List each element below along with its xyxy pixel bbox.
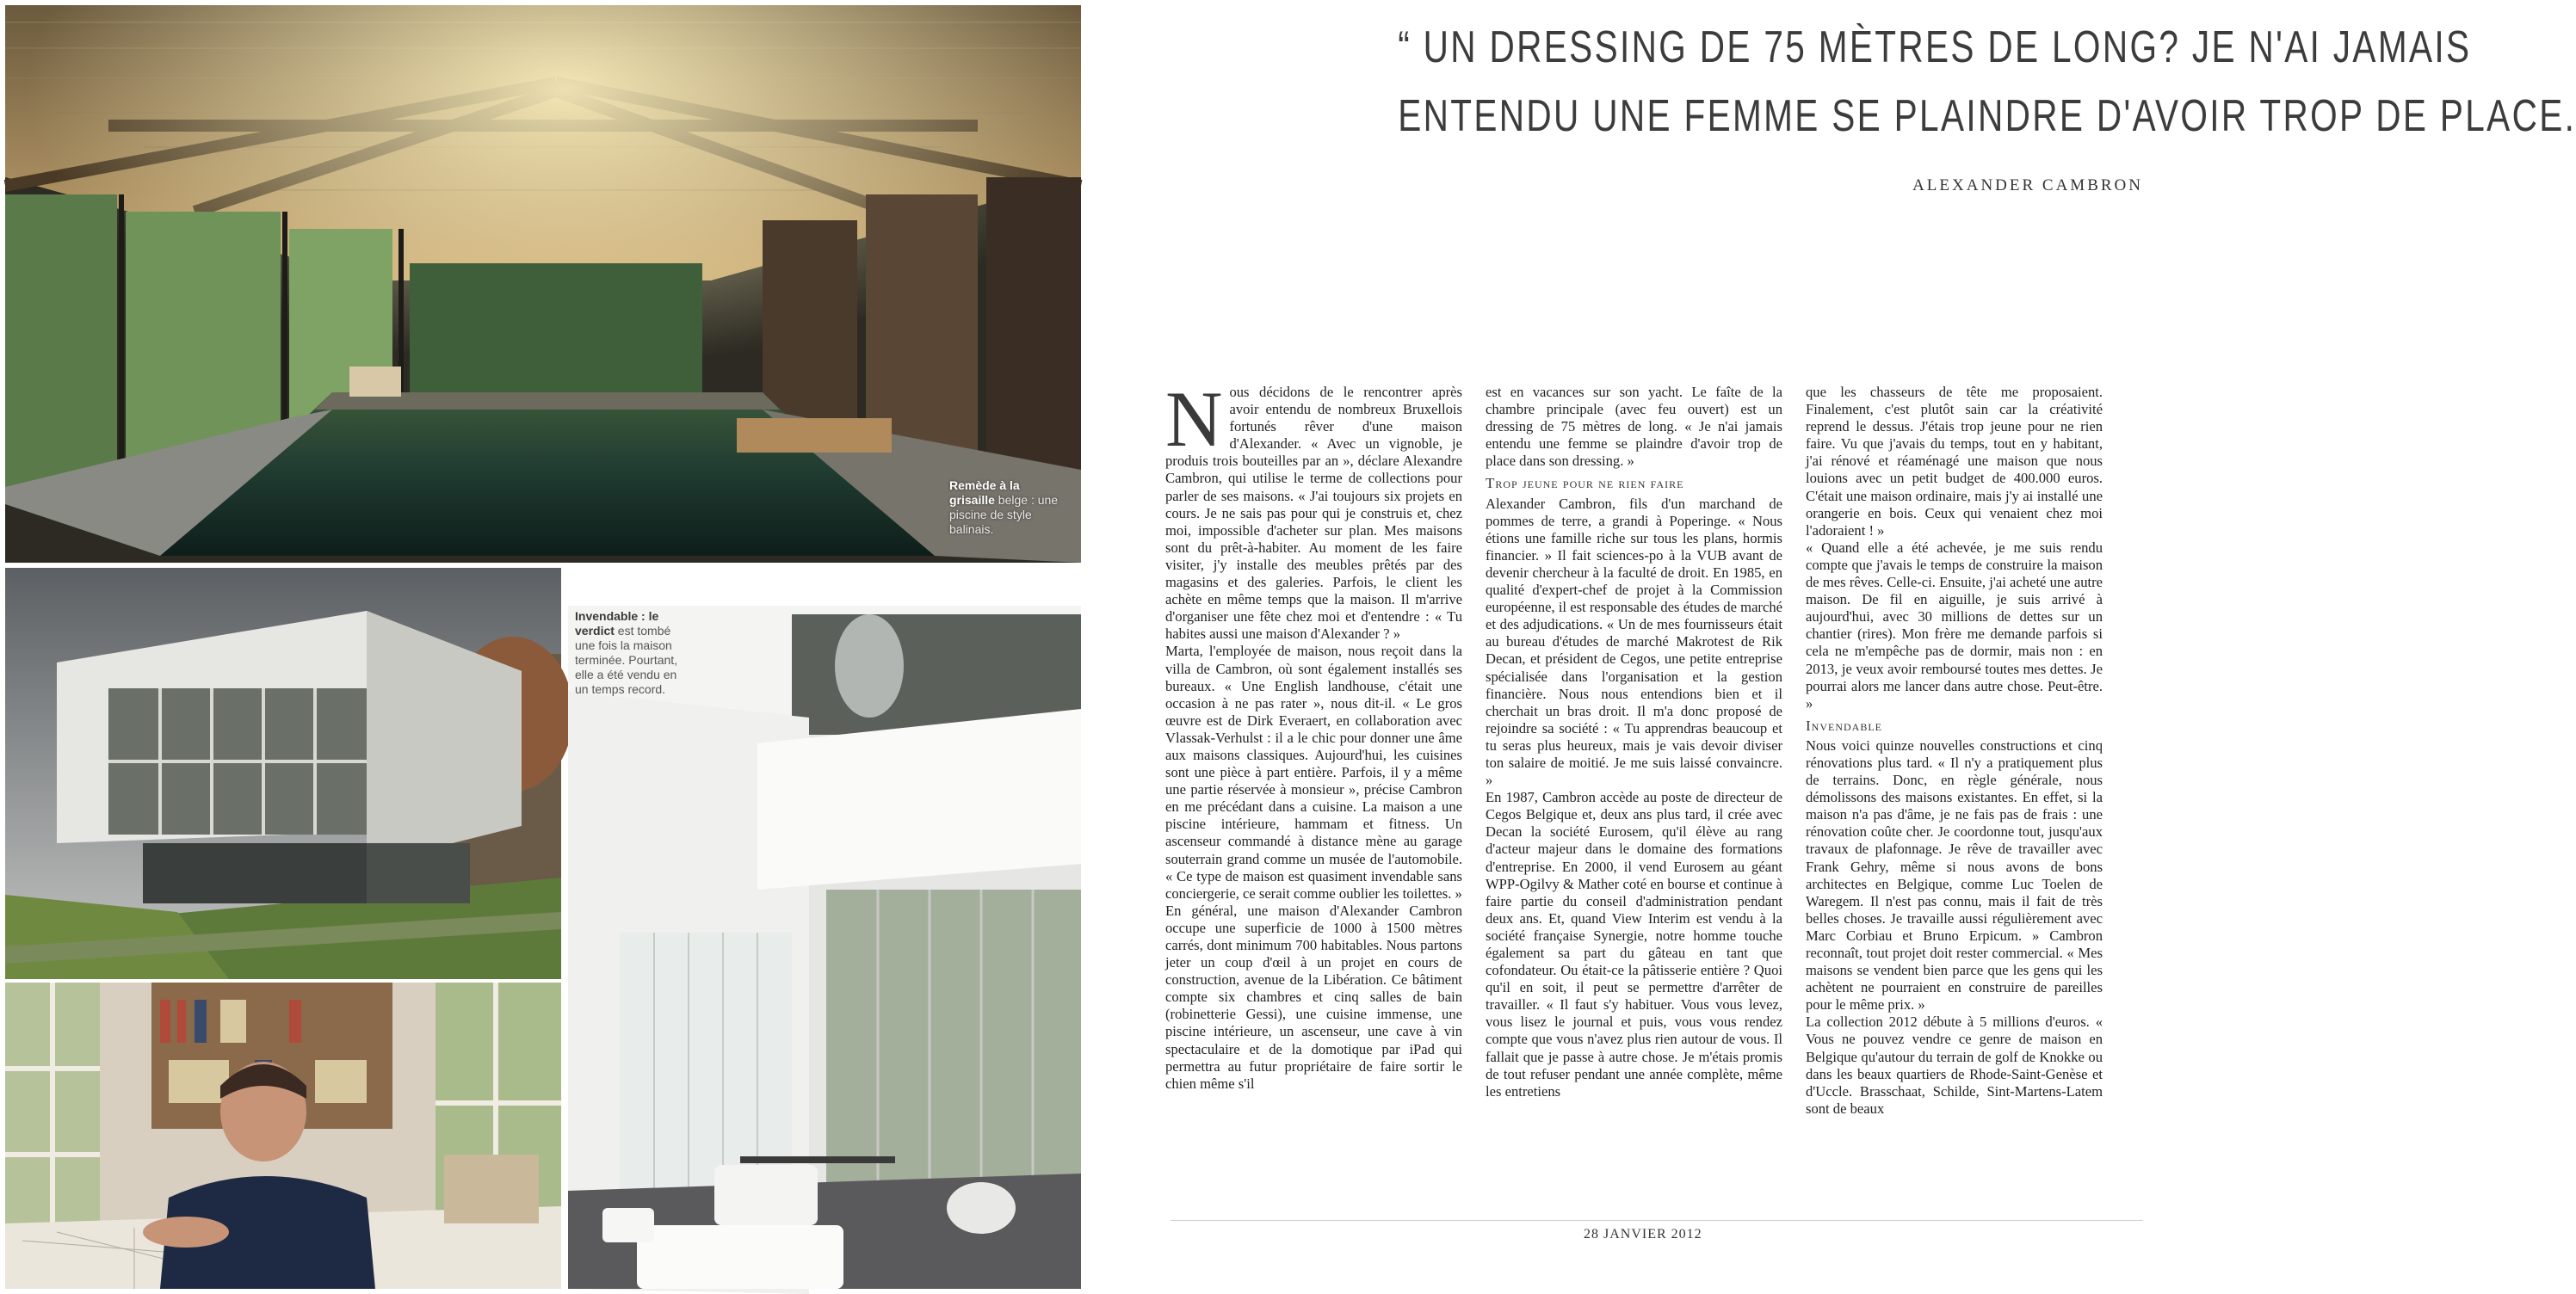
paragraph: ous décidons de le rencontrer après avoir entendu de nombreux Bruxellois fortunés rêver d'une maison d'Alexander. « Avec un vignoble, je produis trois bouteilles par an », déclare Alexandre Cambron, qui utilise le terme de collections pour parler de ses maisons. « J'ai toujours six projets en cours. Je ne sais pas pour qui je construis et, chez moi, impossible d'acheter sur plan. Mes maisons sont du prêt-à-habiter. Au moment de les faire visiter, j'y installe des meubles prêtés par des magasins et des galeries. Parfois, le client les achète en même temps que la maison. Il m'arrive d'organiser une fête chez moi et d'entendre : « Tu habites aussi une maison d'Alexander ? »: [1165, 384, 1462, 643]
paragraph: Marta, l'employée de maison, nous reçoit dans la villa de Cambron, où sont également installés ses bureaux. « Une English landhouse, c'était une occasion à ne pas rater », nous dit-il. « Le gros œuvre est de Dirk Everaert, en collaboration avec Vlassak-Verhulst : il a le chic pour donner une âme aux maisons classiques. Aujourd'hui, les cuisines sont une pièce à part entière. Parfois, il y a même une partie réservée à monsieur », précise Cambron en me précédant dans a cuisine. La maison a une piscine intérieure, hammam et fitness. Un ascenseur commandé à distance mène au garage souterrain grand comme un musée de l'automobile. « Ce type de maison est quasiment invendable sans conciergerie, ce serait comme oublier les toilettes. »: [1165, 643, 1462, 902]
paragraph: Nous voici quinze nouvelles constructions et cinq rénovations plus tard. « Il n'y a pratiquement plus de terrains. Donc, en règle générale, nous démolissons des maisons existantes. En effet, si la maison n'a pas d'âme, je ne fais pas de frais : une rénovation coûte cher. Je coordonne tout, jusqu'aux travaux de plafonnage. Je rêve de travailler avec Frank Gehry, même si nous avons de bons architectes en Belgique, comme Luc Toelen de Waregem. Il n'est pas connu, mais il fait de très belles choses. Je travaille aussi régulièrement avec Marc Corbiau et Bruno Erpicum. » Cambron reconnaît, tout projet doit rester commercial. « Mes maisons se vendent bien parce que les gens qui les achètent ne pourraient en construire de pareilles pour le même prix. »: [1806, 736, 2103, 1014]
caption-pool-text: belge : une piscine de style balinais.: [949, 493, 1059, 536]
article-column-1: [1165, 375, 1462, 1093]
pull-quote-line-1: “ UN DRESSING DE 75 MÈTRES DE LONG? JE N'AI JAMAIS: [1398, 22, 2472, 72]
caption-interior-bold: Invendable : le verdict: [575, 609, 659, 638]
paragraph: En 1987, Cambron accède au poste de directeur de Cegos Belgique et, deux ans plus tard, il crée avec Decan la société Eurosem, qu'il élève au rang d'acteur majeur dans le domaine des formations d'entreprise. En 2000, il vend Eurosem au géant WPP-Ogilvy & Mather coté en bourse et continue à faire partie du conseil d'administration pendant deux ans. Et, quand View Interim est vendu à la société française Synergie, notre homme touche également sa part du gâteau en tant que cofondateur. Ou était-ce la pâtisserie entière ? Quoi qu'il en soit, il peut se permettre d'arrêter de travailler. « Il faut s'y habituer. Vous vous levez, vous lisez le journal et puis, vous vous rendez compte que vous n'avez plus rien autour de vous. Il fallait que je passe à autre chose. Je m'étais promis de tout refuser pendant une année complète, même les entretiens: [1486, 789, 1782, 1100]
caption-interior: [575, 609, 680, 697]
drop-cap: N: [1165, 375, 1223, 463]
caption-interior-text: est tombé une fois la maison terminée. Pourtant, elle a été vendu en un temps record.: [575, 624, 678, 696]
photo-portrait: [5, 983, 561, 1289]
photo-modern-house: [5, 568, 561, 979]
author-name: ALEXANDER CAMBRON: [1912, 176, 2143, 194]
page-date-footer: 28 JANVIER 2012: [1584, 1227, 1702, 1242]
photo-indoor-pool: [5, 5, 1081, 563]
paragraph: est en vacances sur son yacht. Le faîte de la chambre principale (avec feu ouvert) est un dressing de 75 mètres de long. « Je n'ai jamais entendu une femme se plaindre d'avoir trop de place dans son dressing. »: [1486, 384, 1782, 470]
pull-quote-line-2: ENTENDU UNE FEMME SE PLAINDRE D'AVOIR TROP DE PLACE.: [1398, 91, 2576, 141]
paragraph: Alexander Cambron, fils d'un marchand de pommes de terre, a grandi à Poperinge. « Nous étions une famille riche sur tous les plans, hormis financier. » Il fait sciences-po à la VUB avant de devenir chercheur à la faculté de droit. En 1985, en qualité d'expert-chef de projet à la Commission européenne, il est responsable des études de marché et des adjudications. « Un de mes fournisseurs était au bureau d'études de marché Makrotest de Rik Decan, et président de Cegos, une petite entreprise spécialisée dans l'organisation et la gestion financière. Nous nous entendions bien et il cherchait un bras droit. Il m'a donc proposé de rejoindre sa société : « Tu apprendras beaucoup et tu seras plus heureux, mais je vais devoir diviser ton salaire de moitié. Je me suis laissé convaincre. »: [1486, 495, 1782, 789]
section-heading: Invendable: [1806, 717, 1882, 734]
paragraph: « Quand elle a été achevée, je me suis rendu compte que j'avais le temps de construire la maison de mes rêves. Celle-ci. Ensuite, j'ai acheté une autre maison. De fil en aiguille, je suis arrivé à aujourd'hui, avec 30 millions de dettes sur un chantier (rires). Mon frère me demande parfois si cela ne m'empêche pas de dormir, mais non : en 2013, je veux avoir remboursé toutes mes dettes. Je pourrai alors me lancer dans autre chose. Peut-être. »: [1806, 539, 2103, 712]
paragraph: En général, une maison d'Alexander Cambron occupe une superficie de 1000 à 1500 mètres carrés, dont minimum 700 habitables. Nous partons jeter un coup d'œil à un projet en cours de construction, avenue de la Libération. Ce bâtiment compte six chambres et cinq salles de bain (robinetterie Gessi), une cuisine immense, une piscine intérieure, un ascenseur, une cave à vin spectaculaire et de la domotique par iPad qui permettra au futur propriétaire de faire sortir le chien même s'il: [1165, 902, 1462, 1092]
paragraph: que les chasseurs de tête me proposaient. Finalement, c'est plutôt sain car la créativité reprend le dessus. J'étais trop jeune pour ne rien faire. Vu que j'avais du temps, tout en y habitant, j'ai rénové et réaménagé une maison que nous louions avec un petit budget de 400.000 euros. C'était une maison ordinaire, mais j'y ai installé une orangerie en bois. Ceux qui venaient chez moi l'adoraient ! »: [1806, 384, 2103, 539]
article-column-2: [1486, 384, 1782, 1100]
caption-pool-bold: Remède à la grisaille: [949, 478, 1020, 507]
caption-pool: [949, 478, 1061, 537]
footer-rule: [1171, 1220, 2143, 1221]
article-column-3: [1806, 384, 2103, 1118]
paragraph: La collection 2012 débute à 5 millions d'euros. « Vous ne pouvez vendre ce genre de maison en Belgique qu'autour du terrain de golf de Knokke ou dans les beaux quartiers de Rhode-Saint-Genèse et d'Uccle. Brasschaat, Schilde, Sint-Martens-Latem sont de beaux: [1806, 1014, 2103, 1117]
section-heading: Trop jeune pour ne rien faire: [1486, 475, 1684, 492]
photo-interior: [568, 606, 1081, 1289]
